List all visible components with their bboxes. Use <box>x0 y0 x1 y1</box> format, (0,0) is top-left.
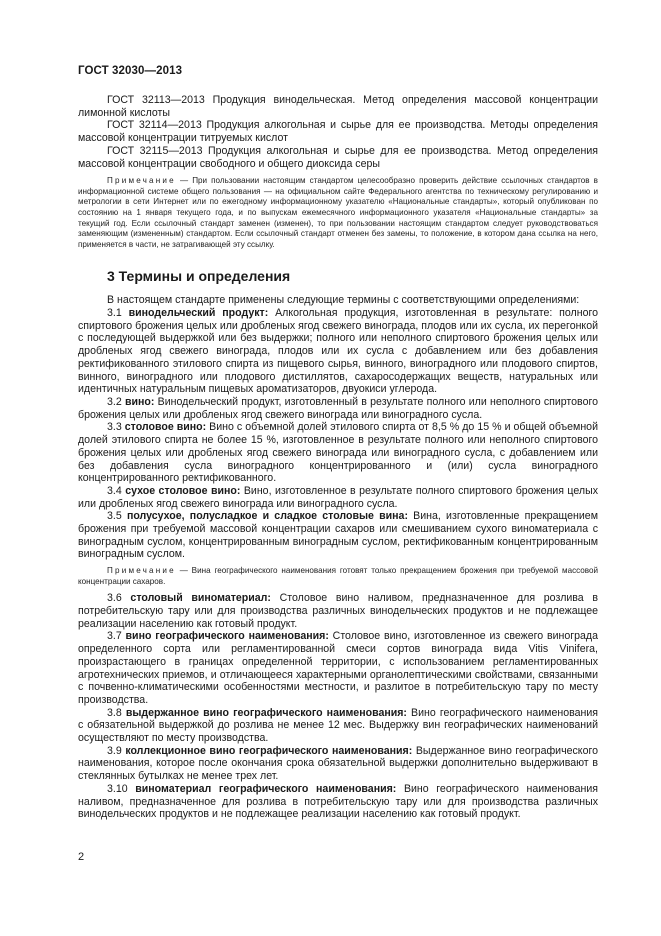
document-header: ГОСТ 32030—2013 <box>78 65 183 77</box>
term-definition <box>78 783 598 821</box>
term-name: полусухое, полусладкое и сладкое столовые вина: <box>126 510 408 523</box>
term-definition <box>78 396 598 421</box>
note-label: Примечание <box>107 176 176 186</box>
term-number: 3.7 <box>107 630 122 643</box>
term-number: 3.3 <box>107 421 122 434</box>
reference-item: ГОСТ 32113—2013 Продукция винодельческая. Метод определения массовой концентрации лимонной кислоты <box>78 94 598 119</box>
term-definition <box>78 592 598 630</box>
reference-item: ГОСТ 32115—2013 Продукция алкогольная и сырье для ее производства. Метод определения массовой концентрации свободного и общего диоксида серы <box>78 144 598 170</box>
term-name: винодельческий продукт: <box>128 307 269 320</box>
term-definition <box>78 307 598 396</box>
term-text: Вино географического наименования с обязательной выдержкой до розлива не менее 12 мес. Выдержку вин географических наименований осуществляют по месту производства. <box>78 706 598 745</box>
term-definition <box>78 745 598 783</box>
term-name: вино: <box>124 396 155 408</box>
term-number: 3.8 <box>107 706 122 719</box>
term-name: коллекционное вино географического наименования: <box>125 744 413 757</box>
term-number: 3.1 <box>107 307 122 320</box>
section-heading: 3 Термины и определения <box>107 268 291 285</box>
term-name: столовое вино: <box>124 421 207 434</box>
term-number: 3.2 <box>107 396 122 408</box>
term-definition <box>78 421 598 485</box>
term-number: 3.4 <box>107 484 122 497</box>
note-text: — Вина географического наименования готовят только прекращением брожения при требуемой массовой концентрации сахаров. <box>78 566 598 586</box>
page-content <box>78 94 598 821</box>
term-number: 3.5 <box>107 510 122 523</box>
term-definition <box>78 485 598 510</box>
term-text: Винодельческий продукт, изготовленный в результате полного или неполного спиртового брожения целых или дробленых ягод свежего винограда или виноградного сусла. <box>78 396 598 421</box>
term-name: вино географического наименования: <box>125 630 329 643</box>
term-number: 3.6 <box>107 592 122 605</box>
note-paragraph <box>78 176 598 250</box>
note-paragraph <box>78 566 598 587</box>
term-name: выдержанное вино географического наименования: <box>125 706 407 719</box>
term-number: 3.10 <box>107 782 128 795</box>
term-name: виноматериал географического наименования: <box>135 782 397 795</box>
note-label: Примечание <box>107 566 176 576</box>
page-number: 2 <box>78 851 85 863</box>
term-name: столовый виноматериал: <box>130 592 271 605</box>
section-intro: В настоящем стандарте применены следующие термины с соответствующими определениями: <box>107 294 580 307</box>
term-definition <box>78 630 598 706</box>
term-name: сухое столовое вино: <box>125 484 241 497</box>
term-number: 3.9 <box>107 744 122 757</box>
note-text: — При пользовании настоящим стандартом целесообразно проверить действие ссылочных стандартов в информационной системе общего пользования — на официальном сайте Федерального агентства по техническому регулированию и метрологии в сети Интернет или по ежегодному информационному указателю «Национальные стандарты», который опубликован по состоянию на 1 января текущего года, и по выпускам ежемесячного информационного указателя «Национальные стандарты» за текущий год. Если ссылочный стандарт заменен (изменен), то при пользовании настоящим стандартом следует руководствоваться заменяющим (измененным) стандартом. Если ссылочный стандарт отменен без замены, то положение, в котором дана ссылка на него, применяется в части, не затрагивающей эту ссылку. <box>78 176 598 249</box>
term-definition <box>78 510 598 561</box>
term-text: Выдержанное вино географического наименования, которое после окончания срока обязательной выдержки дополнительно выдерживают в стеклянных бутылках не менее трех лет. <box>78 744 598 783</box>
term-text: Столовое вино наливом, предназначенное для розлива в потребительскую тару или для производства различных винодельческих продуктов и не подлежащее реализации населению как готовый продукт. <box>78 592 598 630</box>
term-text: Столовое вино, изготовленное из свежего винограда определенного сорта или регламентированной смеси сортов винограда вида Vitis Vinifera, произрастающего в границах определенной территории, с использованием регламентированных агротехнических приемов, и отличающееся характерными органолептическими свойствами, связанными с почвенно-климатическими особенностями местности, и разлитое в потребительскую тару по месту производства. <box>78 630 598 706</box>
term-definition <box>78 707 598 745</box>
reference-item: ГОСТ 32114—2013 Продукция алкогольная и сырье для ее производства. Методы определения массовой концентрации титруемых кислот <box>78 119 598 145</box>
term-text: Вино с объемной долей этилового спирта от 8,5 % до 15 % и общей объемной долей этилового спирта не более 15 %, изготовленное в результате полного или неполного спиртового брожения целых или дробленых ягод свежего винограда или виноградного сусла, с добавлением или без добавления сусла виноградного концентрированного и (или) сусла виноградного концентрированного ректификованного. <box>78 421 598 485</box>
term-text: Вино географического наименования наливом, предназначенное для розлива в потребительскую тару или для производства различных винодельческих продуктов и не подлежащее реализации населению как готовый продукт. <box>78 782 598 821</box>
term-text: Вино, изготовленное в результате полного спиртового брожения целых или дробленых ягод свежего винограда или виноградного сусла. <box>78 484 598 510</box>
term-text: Вина, изготовленные прекращением брожения при требуемой массовой концентрации сахаров или смешиванием сухого виноматериала с виноградным суслом, концентрированным виноградным суслом, ректификованным концентрированным виноградным суслом. <box>78 510 598 561</box>
term-text: Алкогольная продукция, изготовленная в результате: полного спиртового брожения целых или дробленых ягод свежего винограда, плодов или их сусла, их перегонкой с последующей выдержкой или без выдержки; полного или неполного спиртового брожения целых или дробленых ягод свежего винограда, плодов или их сусла с добавлением или без добавления ректификованного этилового спирта из пищевого сырья, винного, виноградного или плодового спиртов, винного, виноградного или плодового дистиллятов, сахаросодержащих веществ, натуральных или идентичных натуральным пищевых ароматизаторов, двуокиси углерода. <box>78 307 598 396</box>
